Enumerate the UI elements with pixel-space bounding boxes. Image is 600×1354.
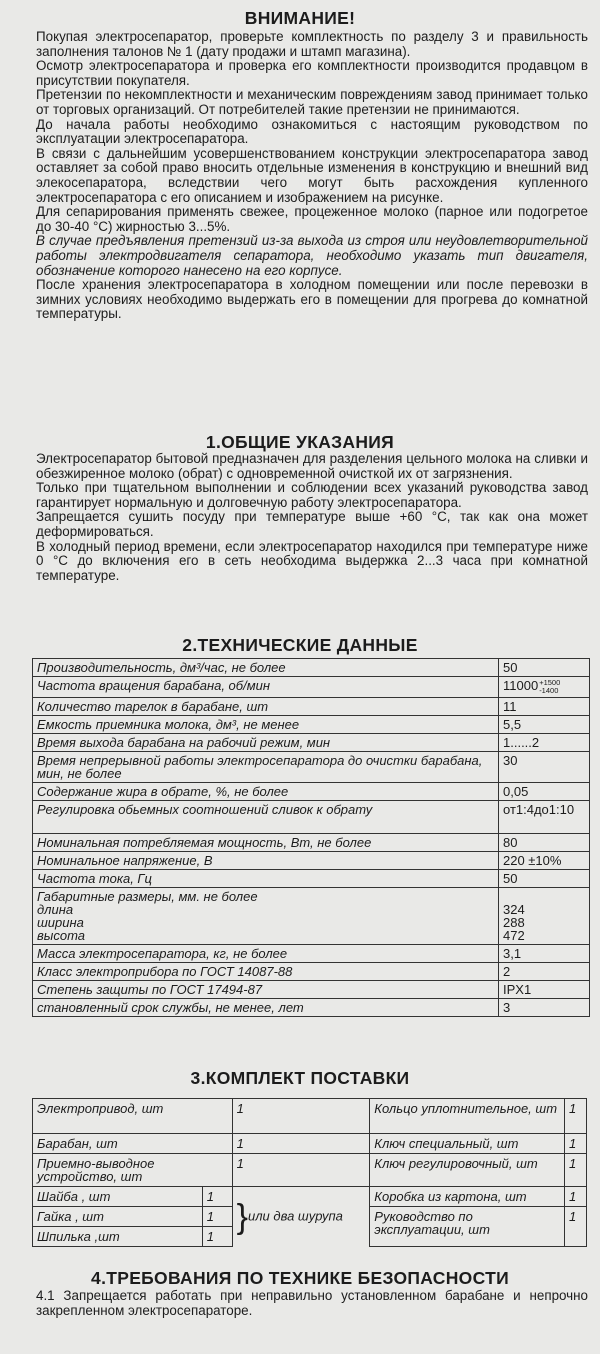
table-row: Электропривод, шт 1 Кольцо уплотнительное, шт 1: [33, 1099, 587, 1134]
section3-title: 3.КОМПЛЕКТ ПОСТАВКИ: [190, 1068, 410, 1088]
rpm-tolerance: +1500 -1400: [539, 678, 561, 695]
table-row: Масса электросепаратора, кг, не более 3,1: [33, 945, 590, 963]
brace-icon: }: [236, 1197, 248, 1236]
table-row: Номинальная потребляемая мощность, Вт, не более 80: [33, 834, 590, 852]
dim-width: ширина: [37, 915, 84, 930]
table-row: [33, 888, 590, 945]
attention-block: [22, 30, 588, 322]
tech-data-table: [32, 658, 590, 1017]
table-row: Содержание жира в обрате, %, не более 0,05: [33, 783, 590, 801]
table-row: Барабан, шт 1 Ключ специальный, шт 1: [33, 1134, 587, 1154]
dim-height: высота: [37, 928, 85, 943]
attention-last-paragraph: После хранения электросепаратора в холодном помещении или после перевозки в зимних условиях необходимо выдержать его в помещении для прогрева до комнатной температуры.: [36, 277, 588, 322]
section4-title: 4.ТРЕБОВАНИЯ ПО ТЕХНИКЕ БЕЗОПАСНОСТИ: [91, 1268, 509, 1288]
table-row: Частота вращения барабана, об/мин 11000+1500 -1400: [33, 677, 590, 698]
section1-paragraph-4: В холодный период времени, если электросепаратор находился при температуре ниже 0 °С до включения его в сеть необходима выдержка 2...3 часа при комнатной температуре.: [36, 538, 588, 583]
table-row: Приемно-выводное устройство, шт 1 Ключ регулировочный, шт 1: [33, 1154, 587, 1187]
table-row: становленный срок службы, не менее, лет 3: [33, 999, 590, 1017]
fasteners-note: или два шурупа: [248, 1208, 343, 1224]
kit-table: [32, 1098, 587, 1247]
table-row: Емкость приемника молока, дм³, не менее 5,5: [33, 716, 590, 734]
section4-block: [22, 1289, 588, 1318]
dim-length: длина: [37, 902, 74, 917]
dimensions-label: Габаритные размеры, мм. не более: [37, 889, 258, 904]
table-row: Количество тарелок в барабане, шт 11: [33, 698, 590, 716]
attention-paragraph-4: До начала работы необходимо ознакомиться с настоящим руководством по эксплуатации электросепаратора.: [36, 116, 588, 147]
dim-height-value: 472: [503, 928, 525, 943]
table-row: Время выхода барабана на рабочий режим, мин 1......2: [33, 734, 590, 752]
section1-paragraph-3: Запрещается сушить посуду при температуре выше +60 °С, так как она может деформироваться.: [36, 509, 588, 539]
section1-paragraph-2: Только при тщательном выполнении и соблюдении всех указаний руководства завод гарантирует нормальную и долговечную работу электросепаратора.: [36, 480, 588, 510]
attention-paragraph-1: Покупая электросепаратор, проверьте комплектность по разделу 3 и правильность заполнения талонов № 1 (дату продажи и штамп магазина).: [36, 29, 588, 59]
section1-title: 1.ОБЩИЕ УКАЗАНИЯ: [205, 432, 395, 452]
table-row: Регулировка обьемных соотношений сливок к обрату от1:4до1:10: [33, 801, 590, 834]
section4-paragraph: 4.1 Запрещается работать при неправильно установленном барабане и непрочно закрепленном электросепараторе.: [36, 1288, 588, 1318]
section1-paragraph-1: Электросепаратор бытовой предназначен для разделения цельного молока на сливки и обезжиренное молоко (обрат) с одновременной очисткой их от загрязнения.: [36, 451, 588, 481]
attention-title: ВНИМАНИЕ!: [244, 8, 356, 28]
table-row: Степень защиты по ГОСТ 17494-87 IPX1: [33, 981, 590, 999]
table-row: Гайка , шт 1 Руководство по эксплуатации, шт 1: [33, 1207, 587, 1227]
table-row: Номинальное напряжение, В 220 ±10%: [33, 852, 590, 870]
table-row: Время непрерывной работы электросепаратора до очистки барабана, мин, не более 30: [33, 752, 590, 783]
section1-block: [22, 452, 588, 583]
table-row: Шпилька ,шт 1: [33, 1227, 587, 1247]
rpm-value: 11000: [503, 678, 539, 693]
dim-length-value: 324: [503, 902, 525, 917]
table-row: Шайба , шт 1 }или два шурупа Коробка из картона, шт 1: [33, 1187, 587, 1207]
table-row: Производительность, дм³/час, не более 50: [33, 659, 590, 677]
attention-paragraph-2: Осмотр электросепаратора и проверка его комплектности производится продавцом в присутствии покупателя.: [36, 58, 588, 88]
section2-title: 2.ТЕХНИЧЕСКИЕ ДАННЫЕ: [182, 635, 418, 655]
attention-paragraph-6: Для сепарирования применять свежее, процеженное молоко (парное или подогретое до 30-40 °С) жирностью 3...5%.: [36, 204, 588, 234]
attention-paragraph-3: Претензии по некомплектности и механическим повреждениям завод принимает только от торговых организаций. От потребителей такие претензии не принимаются.: [36, 87, 588, 117]
fasteners-note-cell: [232, 1187, 370, 1247]
table-row: Класс электроприбора по ГОСТ 14087-88 2: [33, 963, 590, 981]
table-row: Частота тока, Гц 50: [33, 870, 590, 888]
dim-width-value: 288: [503, 915, 525, 930]
attention-paragraph-5: В связи с дальнейшим усовершенствованием конструкции электросепаратора завод оставляет за собой право вносить отдельные изменения в конструкцию и внешний вид элекосепаратора, вследствии чего могут быть расхождения купленного электросепаратора с его описанием и изображением на рисунке.: [36, 145, 588, 205]
attention-italic-paragraph: В случае предъявления претензий из-за выхода из строя или неудовлетворительной работы электродвигателя сепаратора, необходимо указать тип двигателя, обозначение которого нанесено на его корпусе.: [36, 233, 588, 278]
